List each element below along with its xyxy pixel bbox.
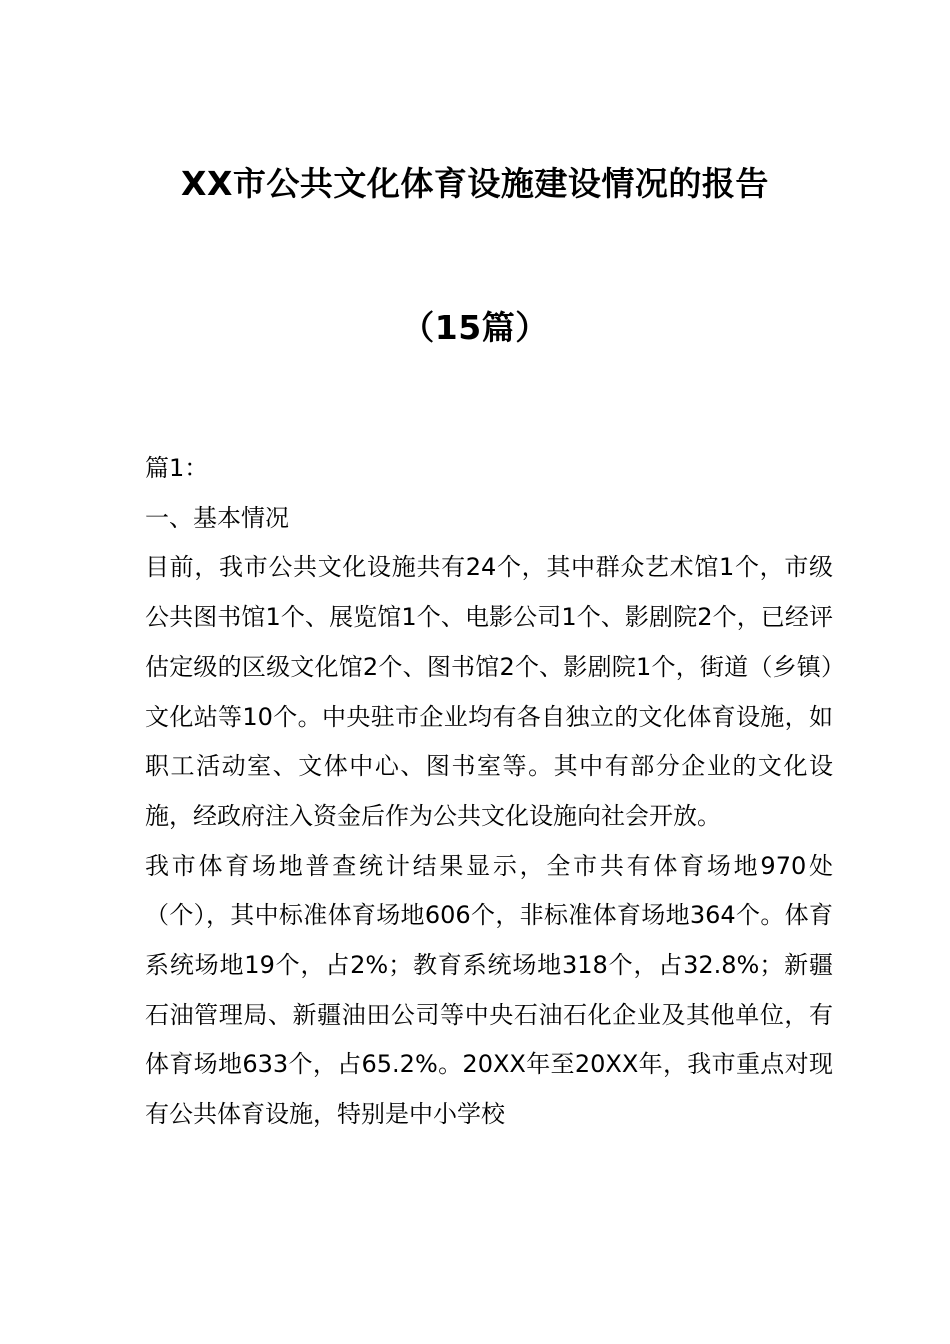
section-heading: 一、基本情况 xyxy=(145,503,289,532)
paragraph: 我市体育场地普查统计结果显示，全市共有体育场地970处（个），其中标准体育场地606个，非标准体育场地364个。体育系统场地19个，占2%；教育系统场地318个，占32.8%；新疆石油管理局、新疆油田公司等中央石油石化企业及其他单位，有体育场地633个，占65.2%。20XX年至20XX年，我市重点对现有公共体育设施，特别是中小学校 xyxy=(145,851,833,1129)
section-label: 篇1： xyxy=(145,454,209,482)
paragraph: 目前，我市公共文化设施共有24个，其中群众艺术馆1个，市级公共图书馆1个、展览馆1个、电影公司1个、影剧院2个，已经评估定级的区级文化馆2个、图书馆2个、影剧院1个，街道（乡镇）文化站等10个。中央驻市企业均有各自独立的文化体育设施，如职工活动室、文体中心、图书室等。其中有部分企业的文化设施，经政府注入资金后作为公共文化设施向社会开放。 xyxy=(145,553,833,830)
document-subtitle: （15篇） xyxy=(401,308,549,347)
document-title: XX市公共文化体育设施建设情况的报告 xyxy=(181,164,769,203)
document-body xyxy=(145,444,833,1140)
